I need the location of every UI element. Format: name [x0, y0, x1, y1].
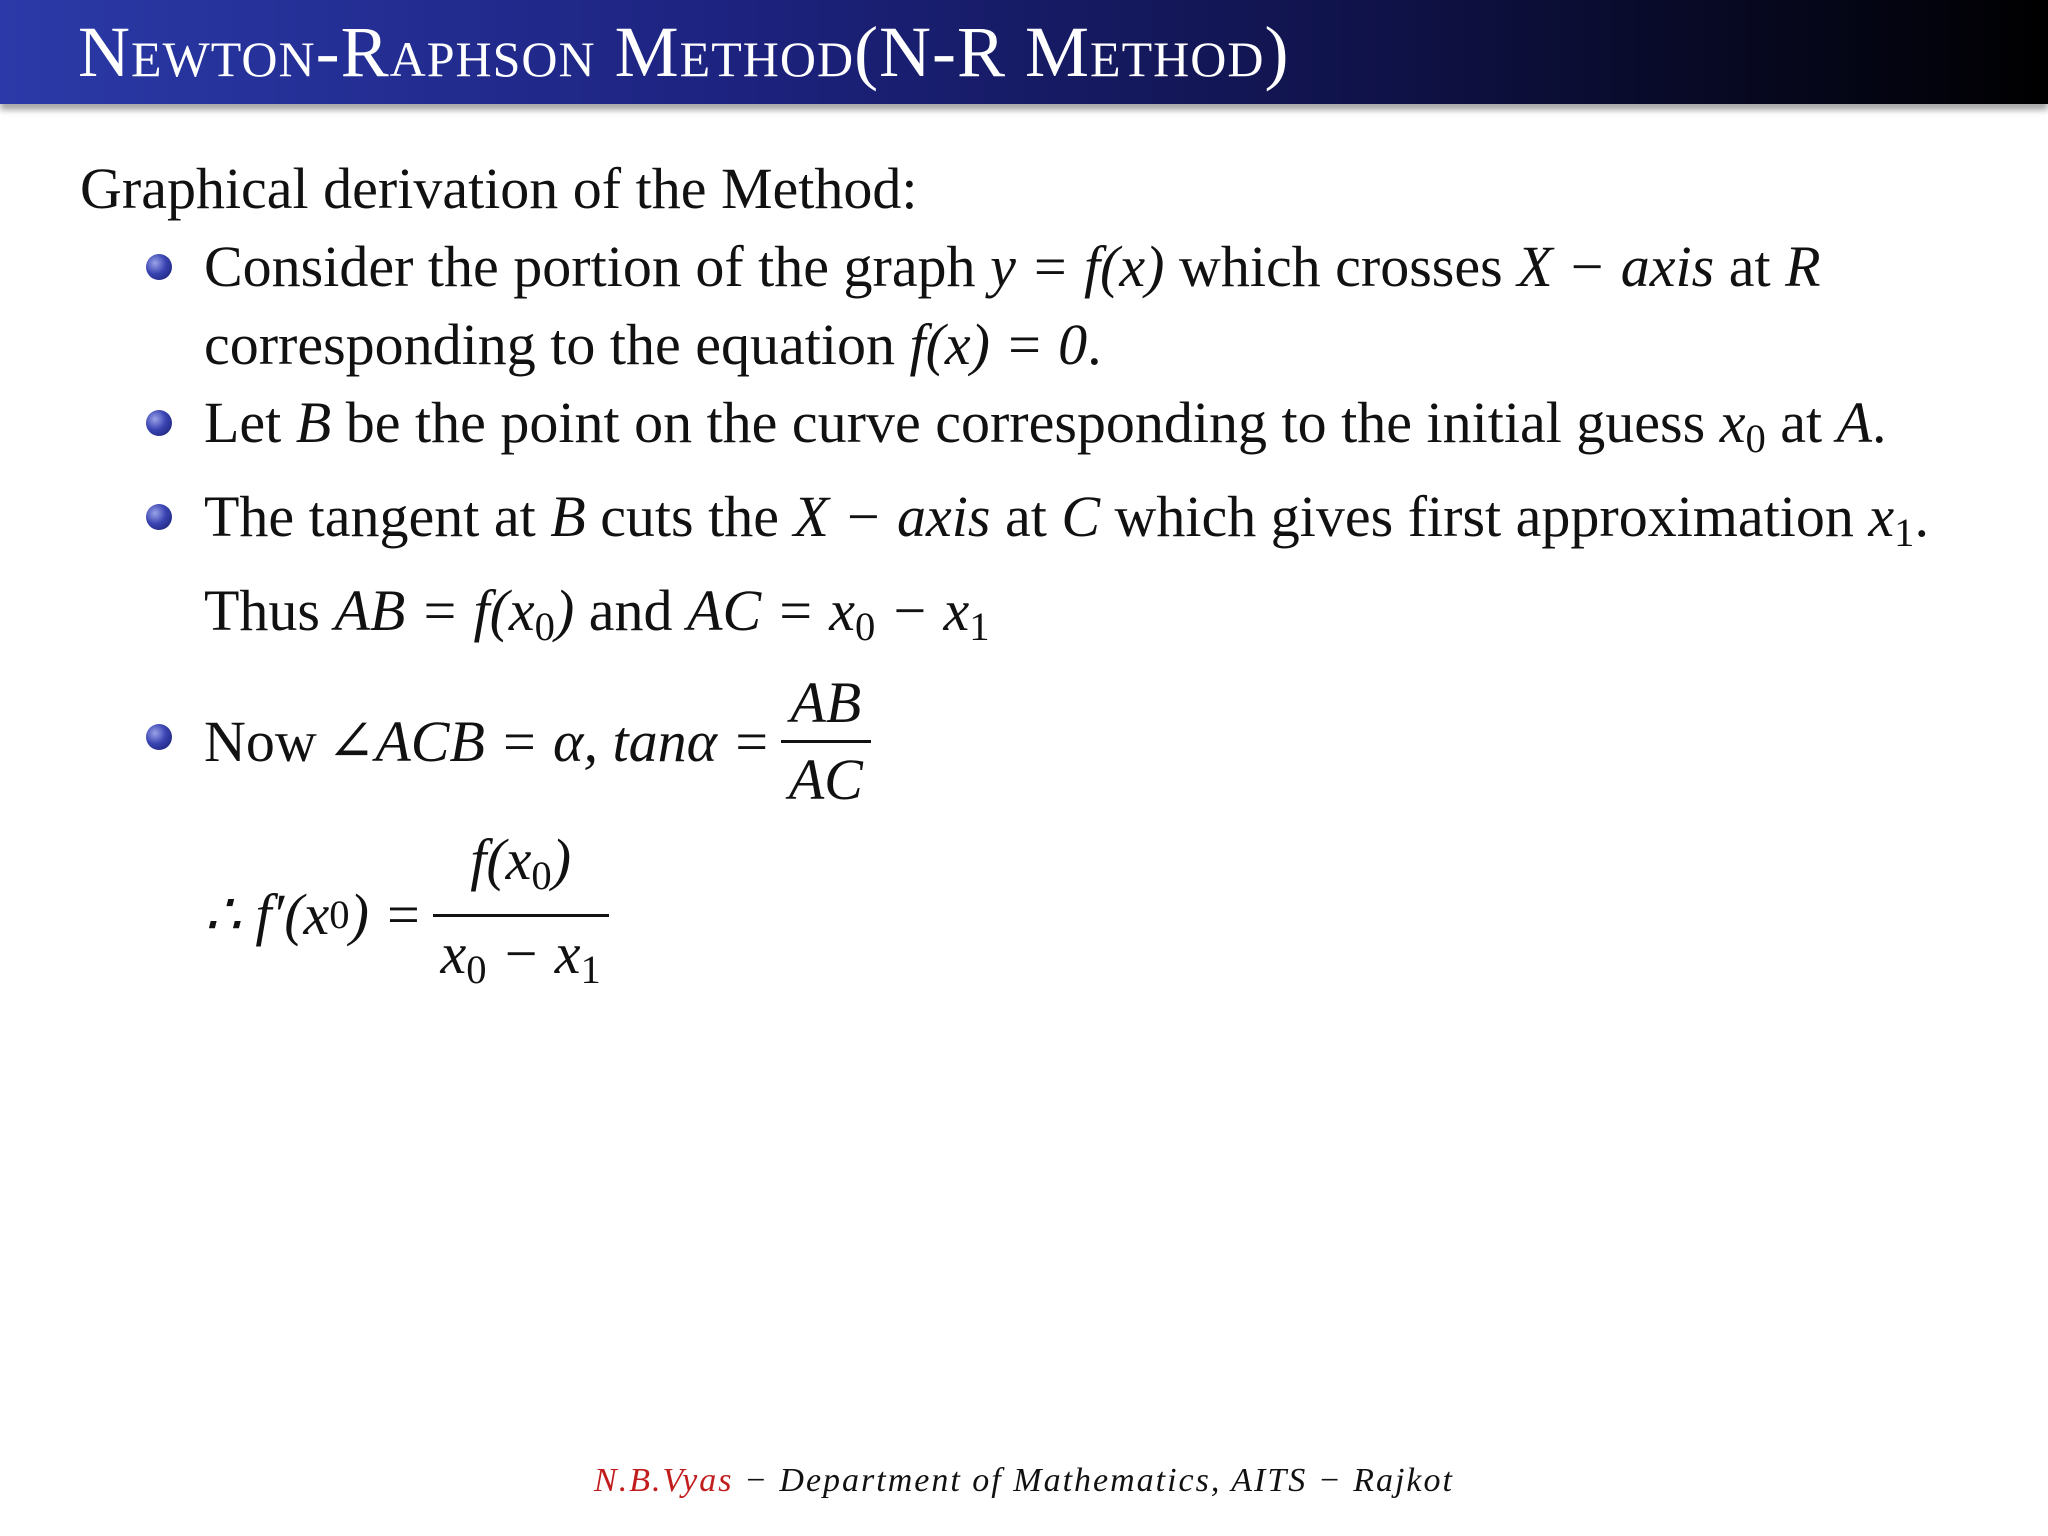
angle-equation: Now ∠ACB = α, tanα = $\frac{AB}{AC}$: [204, 666, 1980, 817]
bullet-item-4: [80, 666, 1980, 817]
bullet-icon: [146, 410, 172, 436]
title-bar: [0, 0, 2048, 104]
footer-author: N.B.Vyas: [594, 1462, 734, 1499]
derivative-equation: ∴ f′(x 0 ) = $\frac{f(x_0)}{x_0 - x_1}$: [80, 823, 1980, 1006]
footer-affiliation: − Department of Mathematics, AITS − Rajkot: [733, 1462, 1454, 1499]
intro-text: Graphical derivation of the Method:: [80, 156, 918, 221]
slide-title: Newton-Raphson Method(N-R Method): [78, 12, 1290, 92]
bullet-item-2: Let B be the point on the curve corresponding to the initial guess $x_0$ at A.: [80, 384, 1980, 478]
bullet-item-3: The tangent at B cuts the X − axis at C which gives first approximation $x_1$. Thus AB = $f(x_0)$ and AC = $x_0 - x_1$: [80, 478, 1980, 666]
ab-over-ac-fraction: $\frac{AB}{AC}$: [781, 666, 871, 817]
bullet-list: [80, 228, 1980, 817]
bullet-item-1: Consider the portion of the graph y = f(x) which crosses X − axis at R corresponding to the equation f(x) = 0.: [80, 228, 1980, 384]
derivative-fraction: $\frac{f(x_0)}{x_0 - x_1}$: [433, 823, 609, 1006]
bullet-icon: [146, 724, 172, 750]
slide-footer: [0, 1462, 2048, 1500]
bullet-icon: [146, 254, 172, 280]
bullet-icon: [146, 504, 172, 530]
slide-content: [80, 150, 1980, 1007]
